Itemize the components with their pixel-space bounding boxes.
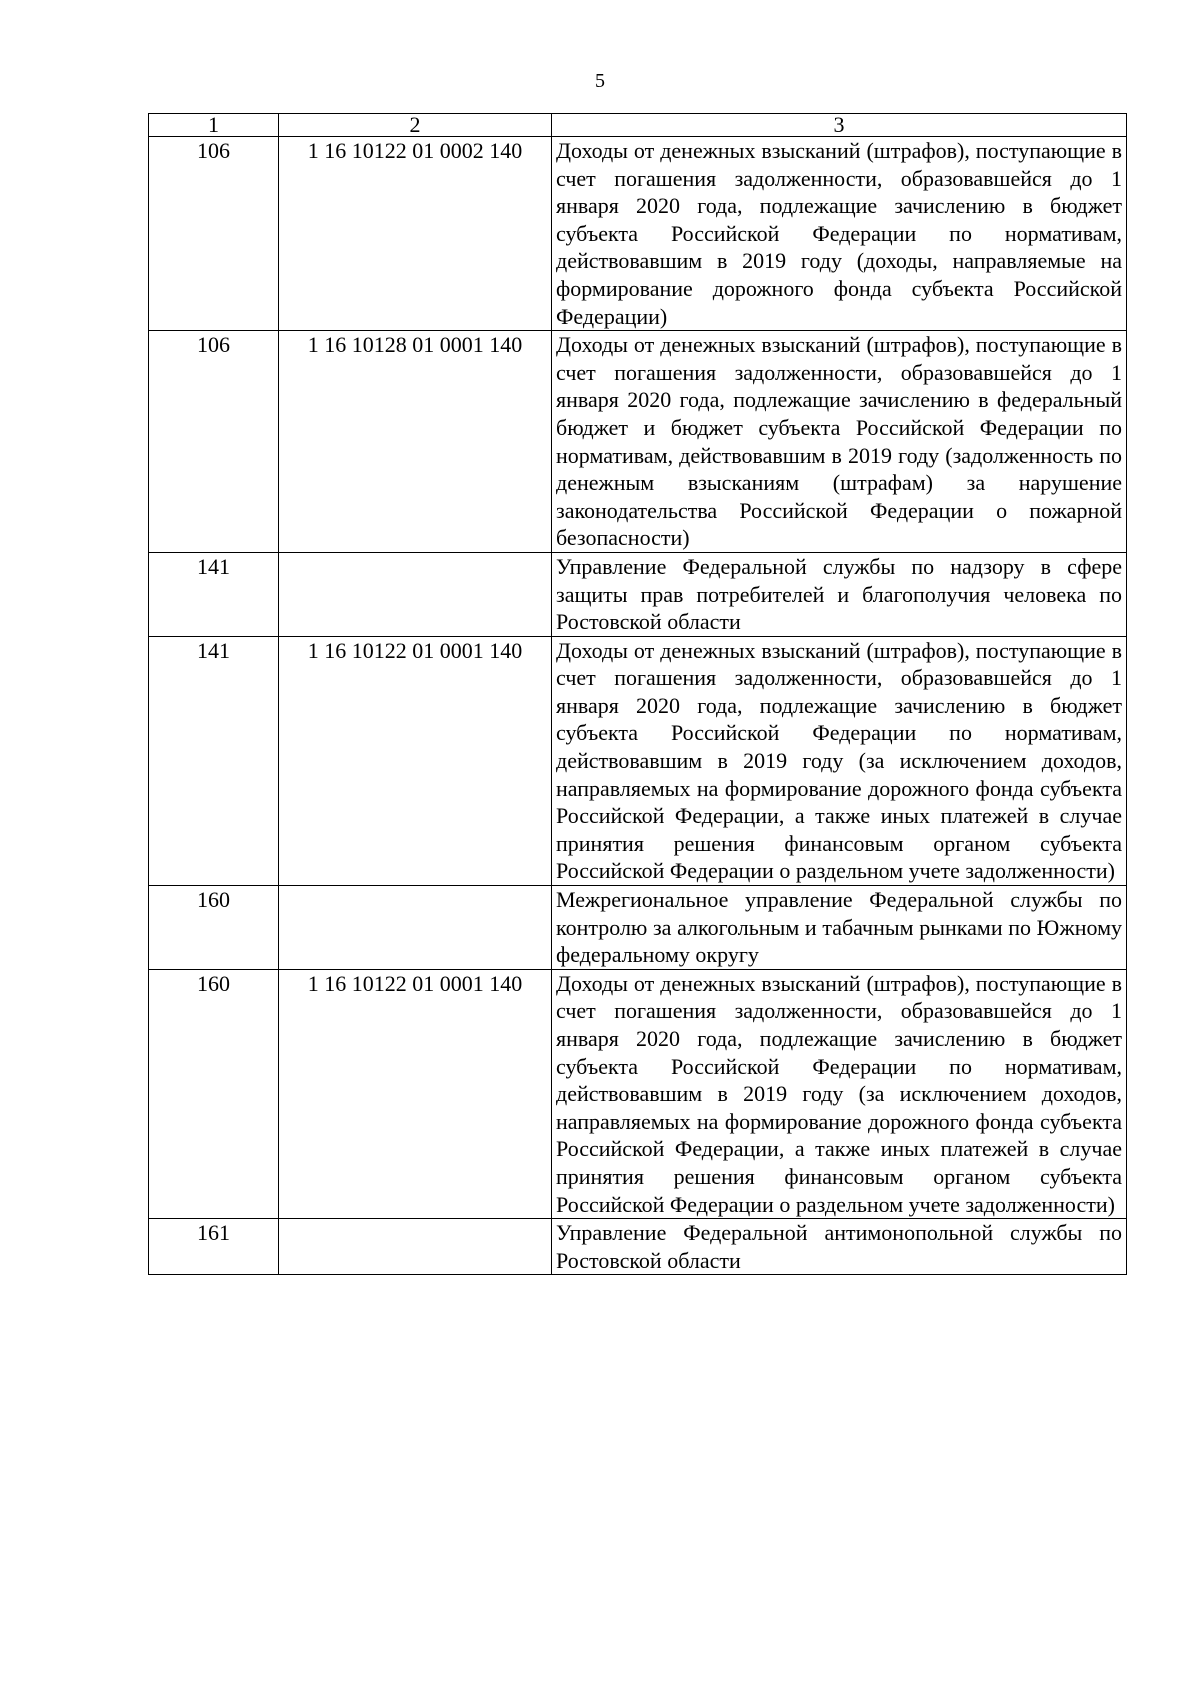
admin-code-cell: 141 bbox=[149, 636, 279, 885]
admin-code-cell: 160 bbox=[149, 969, 279, 1218]
table-header bbox=[149, 114, 1127, 137]
admin-code-cell: 161 bbox=[149, 1219, 279, 1275]
admin-code-cell: 106 bbox=[149, 137, 279, 331]
description-cell: Доходы от денежных взысканий (штрафов), поступающие в счет погашения задолженности, образовавшейся до 1 января 2020 года, подлежащие зачислению в бюджет субъекта Российской Федерации по нормативам, действовавшим в 2019 году (за исключением доходов, направляемых на формирование дорожного фонда субъекта Российской Федерации, а также иных платежей в случае принятия решения финансовым органом субъекта Российской Федерации о раздельном учете задолженности) bbox=[552, 636, 1127, 885]
budget-code-cell bbox=[279, 552, 552, 636]
header-row bbox=[149, 114, 1127, 137]
table-body bbox=[149, 137, 1127, 1275]
column-header-3: 3 bbox=[552, 114, 1127, 137]
budget-code-cell: 1 16 10122 01 0001 140 bbox=[279, 636, 552, 885]
table-row bbox=[149, 886, 1127, 970]
description-cell: Доходы от денежных взысканий (штрафов), поступающие в счет погашения задолженности, образовавшейся до 1 января 2020 года, подлежащие зачислению в бюджет субъекта Российской Федерации по нормативам, действовавшим в 2019 году (за исключением доходов, направляемых на формирование дорожного фонда субъекта Российской Федерации, а также иных платежей в случае принятия решения финансовым органом субъекта Российской Федерации о раздельном учете задолженности) bbox=[552, 969, 1127, 1218]
budget-code-cell bbox=[279, 1219, 552, 1275]
description-cell: Доходы от денежных взысканий (штрафов), поступающие в счет погашения задолженности, образовавшейся до 1 января 2020 года, подлежащие зачислению в федеральный бюджет и бюджет субъекта Российской Федерации по нормативам, действовавшим в 2019 году (задолженность по денежным взысканиям (штрафам) за нарушение законодательства Российской Федерации о пожарной безопасности) bbox=[552, 331, 1127, 553]
budget-code-cell bbox=[279, 886, 552, 970]
admin-code-cell: 141 bbox=[149, 552, 279, 636]
page-number: 5 bbox=[595, 70, 605, 92]
table-row bbox=[149, 1219, 1127, 1275]
admin-code-cell: 106 bbox=[149, 331, 279, 553]
column-header-2: 2 bbox=[279, 114, 552, 137]
budget-code-cell: 1 16 10122 01 0002 140 bbox=[279, 137, 552, 331]
budget-codes-table bbox=[148, 113, 1127, 1275]
budget-code-cell: 1 16 10122 01 0001 140 bbox=[279, 969, 552, 1218]
table-row bbox=[149, 552, 1127, 636]
budget-code-cell: 1 16 10128 01 0001 140 bbox=[279, 331, 552, 553]
admin-code-cell: 160 bbox=[149, 886, 279, 970]
description-cell: Управление Федеральной службы по надзору в сфере защиты прав потребителей и благополучия человека по Ростовской области bbox=[552, 552, 1127, 636]
description-cell: Доходы от денежных взысканий (штрафов), поступающие в счет погашения задолженности, образовавшейся до 1 января 2020 года, подлежащие зачислению в бюджет субъекта Российской Федерации по нормативам, действовавшим в 2019 году (доходы, направляемые на формирование дорожного фонда субъекта Российской Федерации) bbox=[552, 137, 1127, 331]
column-header-1: 1 bbox=[149, 114, 279, 137]
description-cell: Управление Федеральной антимонопольной службы по Ростовской области bbox=[552, 1219, 1127, 1275]
table-row bbox=[149, 331, 1127, 553]
table-row bbox=[149, 137, 1127, 331]
table-row bbox=[149, 969, 1127, 1218]
table-row bbox=[149, 636, 1127, 885]
description-cell: Межрегиональное управление Федеральной службы по контролю за алкогольным и табачным рынками по Южному федеральному округу bbox=[552, 886, 1127, 970]
